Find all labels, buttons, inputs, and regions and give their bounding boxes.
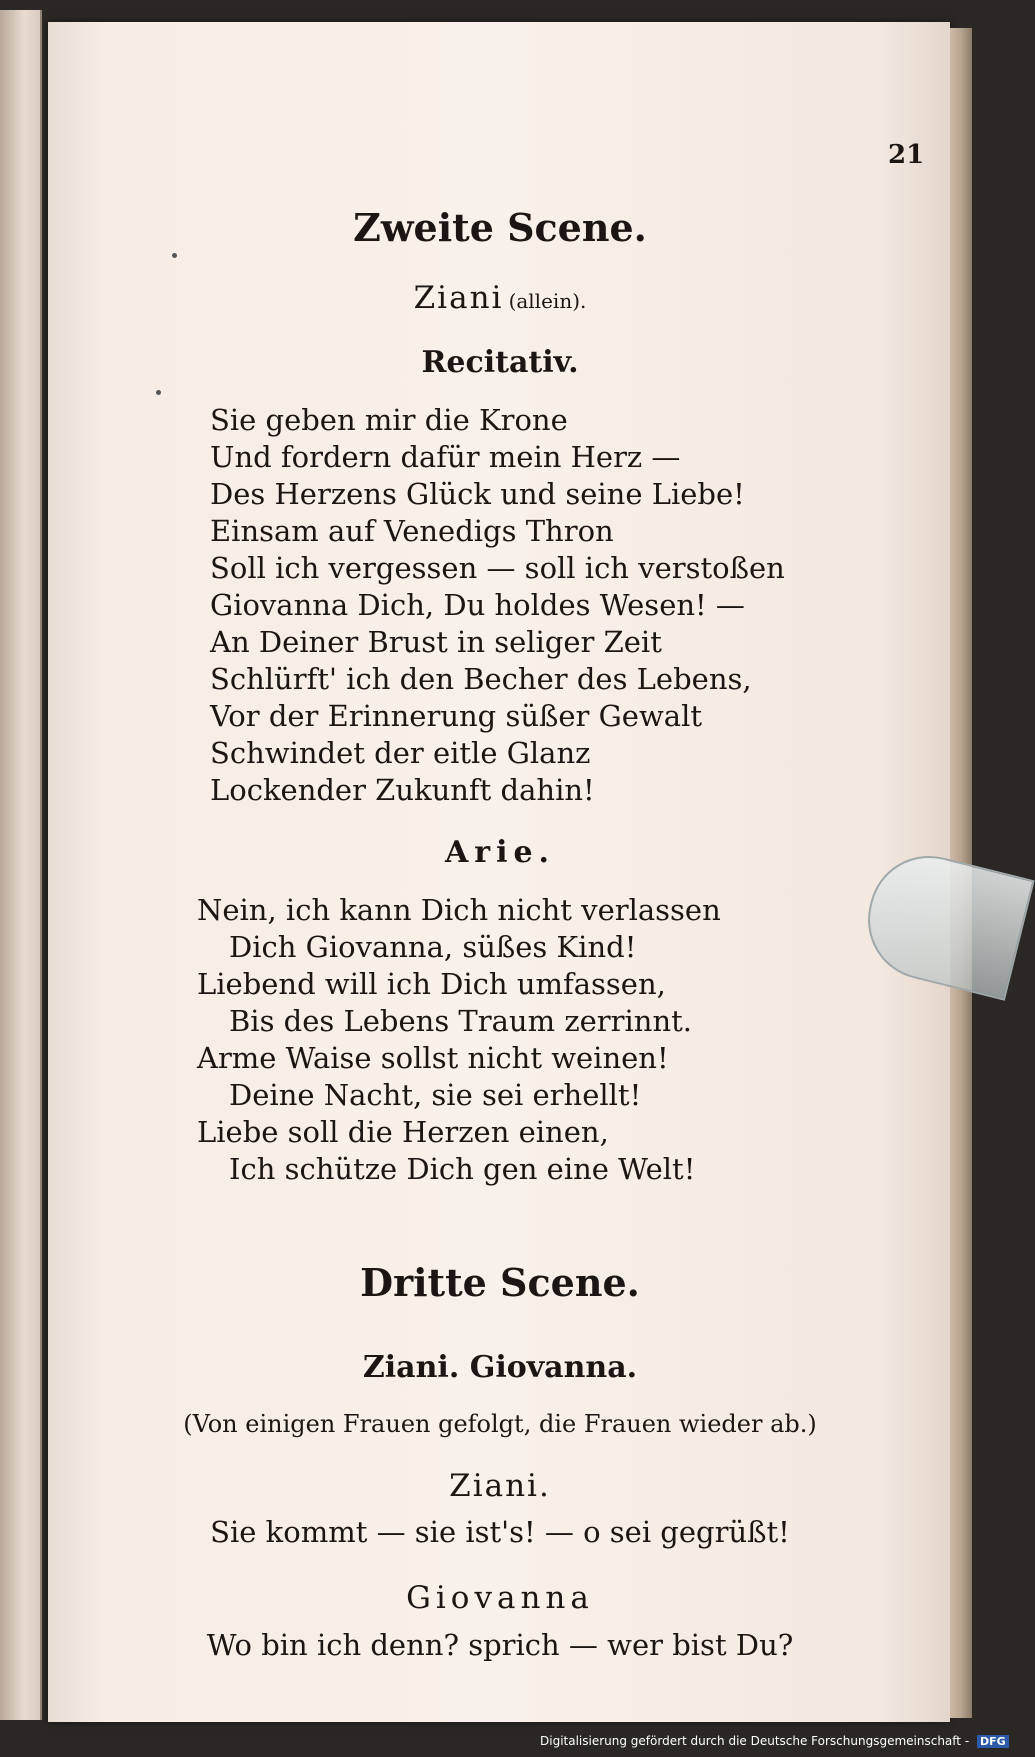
verse-line: Giovanna Dich, Du holdes Wesen! — — [210, 588, 745, 622]
footer-text: Digitalisierung gefördert durch die Deutsche Forschungsgemeinschaft - — [540, 1734, 970, 1748]
recitativ-heading: Recitativ. — [421, 345, 579, 380]
verse-line: Soll ich vergessen — soll ich verstoßen — [210, 551, 785, 585]
verse-line: Und fordern dafür mein Herz — — [210, 440, 681, 474]
arie-heading: Arie. — [444, 835, 555, 870]
scene-title: Zweite Scene. — [353, 205, 647, 250]
verse-line: Arme Waise sollst nicht weinen! — [197, 1041, 669, 1075]
verse-line: Liebend will ich Dich umfassen, — [197, 967, 666, 1001]
ink-speck — [172, 253, 177, 258]
dialogue-line: Sie kommt — sie ist's! — o sei gegrüßt! — [210, 1515, 790, 1549]
page-number: 21 — [888, 140, 925, 170]
book-page — [48, 22, 950, 1722]
verse-line: Liebe soll die Herzen einen, — [197, 1115, 609, 1149]
verse-line: An Deiner Brust in seliger Zeit — [210, 625, 662, 659]
speaker-note: (allein). — [508, 289, 587, 313]
dialogue-line: Wo bin ich denn? sprich — wer bist Du? — [206, 1628, 794, 1662]
verse-line: Lockender Zukunft dahin! — [210, 773, 595, 807]
dfg-logo: DFG — [977, 1735, 1009, 1748]
scene-title: Dritte Scene. — [360, 1260, 640, 1305]
verse-line: Bis des Lebens Traum zerrinnt. — [229, 1004, 692, 1038]
ink-speck — [156, 390, 161, 395]
verse-line: Vor der Erinnerung süßer Gewalt — [210, 699, 702, 733]
speaker-name: Ziani — [413, 280, 504, 316]
footer-credit — [540, 1734, 1009, 1748]
speaker-name: Ziani. — [449, 1468, 551, 1504]
verse-line: Ich schütze Dich gen eine Welt! — [229, 1152, 696, 1186]
speaker-name: Giovanna — [406, 1580, 594, 1616]
verse-line: Sie geben mir die Krone — [210, 403, 568, 437]
characters-line: Ziani. Giovanna. — [362, 1350, 638, 1385]
stage-direction: (Von einigen Frauen gefolgt, die Frauen wieder ab.) — [183, 1410, 817, 1438]
verse-line: Dich Giovanna, süßes Kind! — [229, 930, 637, 964]
verse-line: Schwindet der eitle Glanz — [210, 736, 591, 770]
verse-line: Einsam auf Venedigs Thron — [210, 514, 614, 548]
verse-line: Deine Nacht, sie sei erhellt! — [229, 1078, 642, 1112]
verse-line: Schlürft' ich den Becher des Lebens, — [210, 662, 752, 696]
speaker-line — [0, 280, 1000, 316]
verse-line: Des Herzens Glück und seine Liebe! — [210, 477, 745, 511]
verse-line: Nein, ich kann Dich nicht verlassen — [197, 893, 721, 927]
